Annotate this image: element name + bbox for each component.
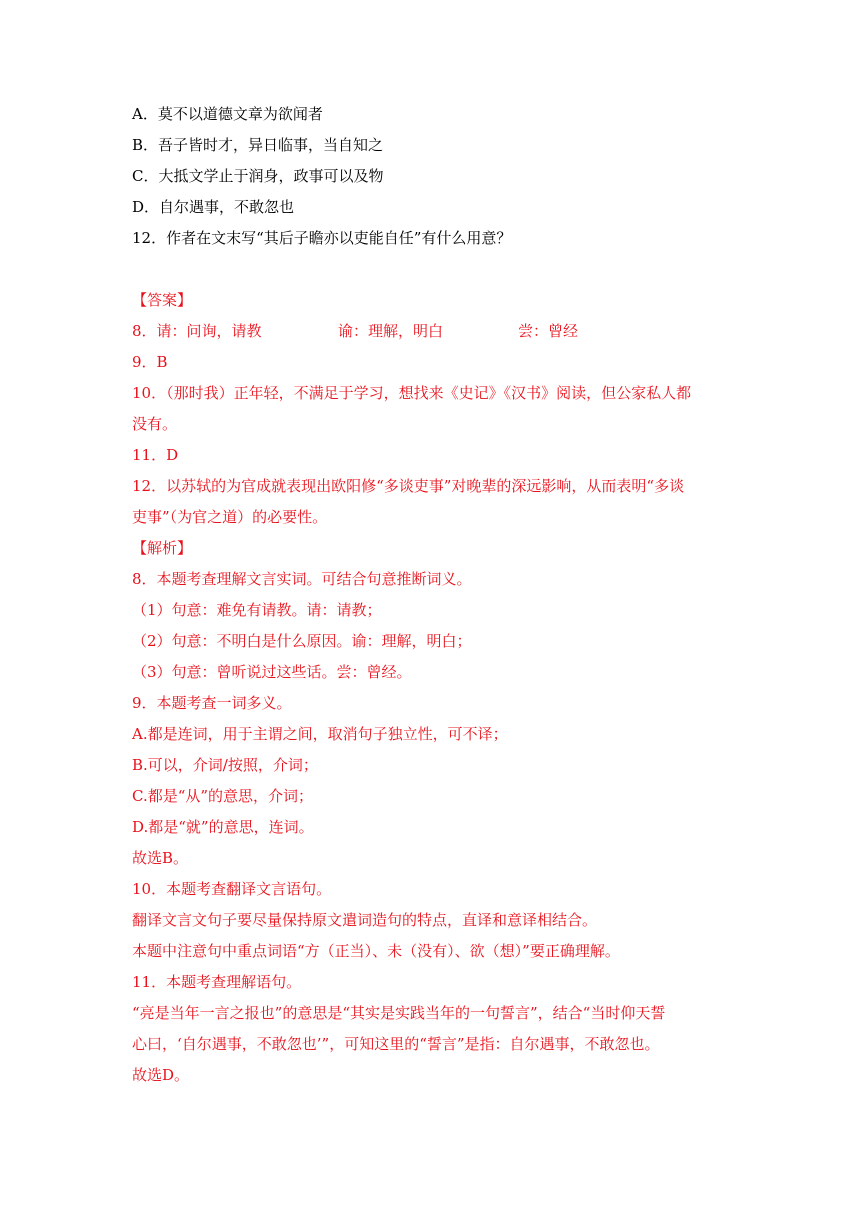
analysis-line: 8．本题考查理解文言实词。可结合句意推断词义。 — [132, 570, 472, 588]
analysis-line: 9．本题考查一词多义。 — [132, 694, 292, 712]
analysis-line: 10．本题考查翻译文言语句。 — [132, 880, 332, 898]
answer-heading: 【答案】 — [132, 291, 193, 309]
analysis-line: “亮是当年一言之报也”的意思是“其实是实践当年的一句誓言”，结合“当时仰天誓 — [132, 1004, 666, 1022]
option-a: A．莫不以道德文章为欲闻者 — [132, 105, 323, 123]
analysis-line: B.可以，介词/按照，介词； — [132, 756, 318, 774]
option-b: B．吾子皆时才，异日临事，当自知之 — [132, 136, 384, 154]
answer-10-line1: 10．（那时我）正年轻，不满足于学习，想找来《史记》《汉书》阅读，但公家私人都 — [132, 384, 692, 402]
analysis-line: D.都是“就”的意思，连词。 — [132, 818, 314, 836]
analysis-line: 翻译文言文句子要尽量保持原文遣词造句的特点，直译和意译相结合。 — [132, 911, 598, 929]
analysis-line: 本题中注意句中重点词语“方（正当）、未（没有）、欲（想）”要正确理解。 — [132, 942, 620, 960]
analysis-line: （3）句意：曾听说过这些话。尝：曾经。 — [132, 663, 412, 681]
answer-12-line2: 吏事”（为官之道）的必要性。 — [132, 508, 328, 526]
question-12: 12．作者在文末写“其后子瞻亦以吏能自任”有什么用意？ — [132, 229, 512, 247]
answer-8-part3: 尝：曾经 — [518, 322, 579, 340]
answer-10-line2: 没有。 — [132, 415, 178, 433]
analysis-heading: 【解析】 — [132, 539, 193, 557]
answer-9: 9．B — [132, 353, 168, 371]
answer-12-line1: 12．以苏轼的为官成就表现出欧阳修“多谈吏事”对晚辈的深远影响，从而表明“多谈 — [132, 477, 685, 495]
analysis-line: 11．本题考查理解语句。 — [132, 973, 302, 991]
analysis-line: 故选D。 — [132, 1066, 190, 1084]
analysis-line: 心曰，‘自尔遇事，不敢忽也’”，可知这里的“誓言”是指：自尔遇事，不敢忽也。 — [132, 1035, 660, 1053]
analysis-line: （1）句意：难免有请教。请：请教； — [132, 601, 382, 619]
analysis-line: 故选B。 — [132, 849, 189, 867]
answer-11: 11．D — [132, 446, 179, 464]
analysis-line: C.都是“从”的意思，介词； — [132, 787, 314, 805]
option-c: C．大抵文学止于润身，政事可以及物 — [132, 167, 384, 185]
analysis-line: A.都是连词，用于主谓之间，取消句子独立性，可不译； — [132, 725, 508, 743]
analysis-line: （2）句意：不明白是什么原因。谕：理解，明白； — [132, 632, 472, 650]
option-d: D．自尔遇事，不敢忽也 — [132, 198, 295, 216]
answer-8-part2: 谕：理解，明白 — [338, 322, 444, 340]
answer-8-part1: 8．请：问询，请教 — [132, 322, 262, 340]
